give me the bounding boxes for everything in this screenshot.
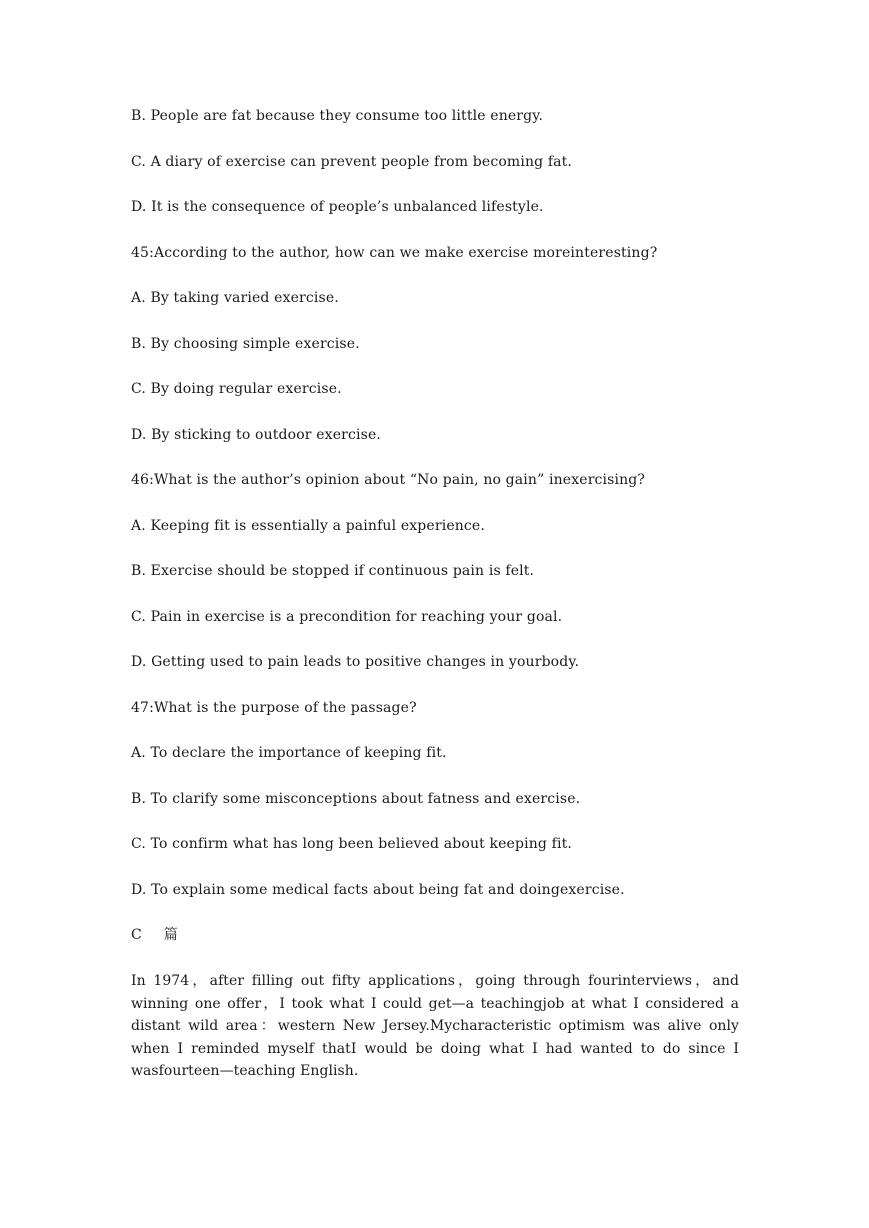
q47-question: 47:What is the purpose of the passage? — [131, 700, 417, 716]
section-c-label: 篇 — [163, 927, 178, 943]
q45-option-a: A. By taking varied exercise. — [131, 290, 339, 306]
q44-option-d: D. It is the consequence of people’s unbalanced lifestyle. — [131, 199, 544, 215]
q46-option-d: D. Getting used to pain leads to positive changes in yourbody. — [131, 654, 580, 670]
section-c-letter: C — [131, 927, 142, 943]
q45-question: 45:According to the author, how can we make exercise moreinteresting? — [131, 245, 658, 261]
q47-option-c: C. To confirm what has long been believed about keeping fit. — [131, 836, 572, 852]
q46-option-b: B. Exercise should be stopped if continuous pain is felt. — [131, 563, 535, 579]
q47-option-d: D. To explain some medical facts about being fat and doingexercise. — [131, 882, 625, 898]
section-c-heading — [131, 925, 178, 945]
q47-option-a: A. To declare the importance of keeping fit. — [131, 745, 447, 761]
q46-option-a: A. Keeping fit is essentially a painful experience. — [131, 518, 485, 534]
q45-option-b: B. By choosing simple exercise. — [131, 336, 360, 352]
q45-option-d: D. By sticking to outdoor exercise. — [131, 427, 381, 443]
q44-option-b: B. People are fat because they consume too little energy. — [131, 108, 544, 124]
passage-paragraph: In 1974，after filling out fifty applications，going through fourinterviews，and winning one offer，I took what I could get—a teachingjob at what I considered a distant wild area：western New Jersey.Mycharacteristic optimism was alive only when I reminded myself thatI would be doing what I had wanted to do since I wasfourteen—teaching English. — [131, 973, 739, 1080]
q46-option-c: C. Pain in exercise is a precondition for reaching your goal. — [131, 609, 563, 625]
q44-option-c: C. A diary of exercise can prevent people from becoming fat. — [131, 154, 573, 170]
q45-option-c: C. By doing regular exercise. — [131, 381, 342, 397]
q46-question: 46:What is the author’s opinion about “No pain, no gain” inexercising? — [131, 472, 646, 488]
q47-option-b: B. To clarify some misconceptions about fatness and exercise. — [131, 791, 581, 807]
